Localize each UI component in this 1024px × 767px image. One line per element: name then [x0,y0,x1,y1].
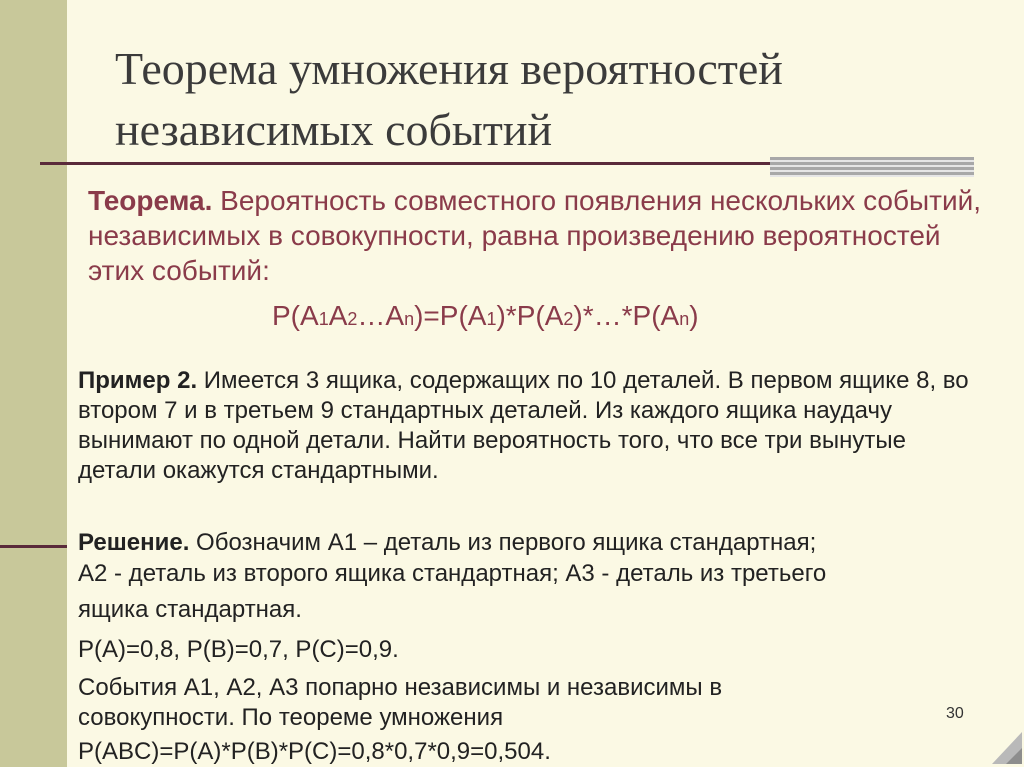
formula-index: 1 [318,309,329,329]
probabilities-line: P(A)=0,8, P(B)=0,7, P(C)=0,9. [78,636,399,663]
formula-part: )*P(A [496,300,564,331]
multiplication-formula [272,298,699,337]
slide-title [115,38,975,160]
formula-part: )*…*P(A [573,300,680,331]
left-band-divider [0,545,67,548]
formula-index: 1 [486,309,497,329]
solution-label: Решение. [78,529,190,556]
example-paragraph [78,366,988,486]
formula-index: 2 [563,309,574,329]
title-line-2: независимых событий [115,104,553,155]
theorem-statement [88,183,998,288]
left-decorative-band [0,0,67,767]
formula-part: P(A [272,300,319,331]
events-line-2: совокупности. По теореме умножения [78,704,504,731]
title-line-1: Теорема умножения вероятностей [115,43,783,94]
example-text: Имеется 3 ящика, содержащих по 10 деталей. В первом ящике 8, во втором 7 и в третьем 9 стандартных деталей. Из каждого ящика наудачу вынимают по одной детали. Найти вероятность того, что все три вынутые детали окажутся стандартными. [78,367,969,484]
formula-part: ) [689,300,699,331]
solution-line-2: А2 - деталь из второго ящика стандартная; А3 - деталь из третьего [78,560,827,587]
theorem-text: Вероятность совместного появления нескольких событий, независимых в совокупности, равна произведению вероятностей этих событий: [88,185,982,286]
title-underline-accent [770,157,974,177]
solution-line-3: ящика стандартная. [78,596,302,623]
solution-paragraph [78,527,988,589]
theorem-label: Теорема. [88,185,213,216]
corner-fold-icon [992,732,1022,764]
formula-index: n [679,309,690,329]
solution-line-1: Обозначим А1 – деталь из первого ящика стандартная; [189,529,817,556]
independence-paragraph [78,673,978,733]
example-label: Пример 2. [78,367,198,394]
formula-part: )=P(A [414,300,487,331]
final-answer: P(ABC)=P(A)*P(B)*P(C)=0,8*0,7*0,9=0,504. [78,738,551,765]
slide-number: 30 [946,705,964,722]
formula-index: n [404,309,415,329]
events-line-1: События А1, А2, А3 попарно независимы и независимы в [78,674,723,701]
formula-part: …A [357,300,405,331]
formula-part: A [328,300,348,331]
formula-index: 2 [347,309,358,329]
